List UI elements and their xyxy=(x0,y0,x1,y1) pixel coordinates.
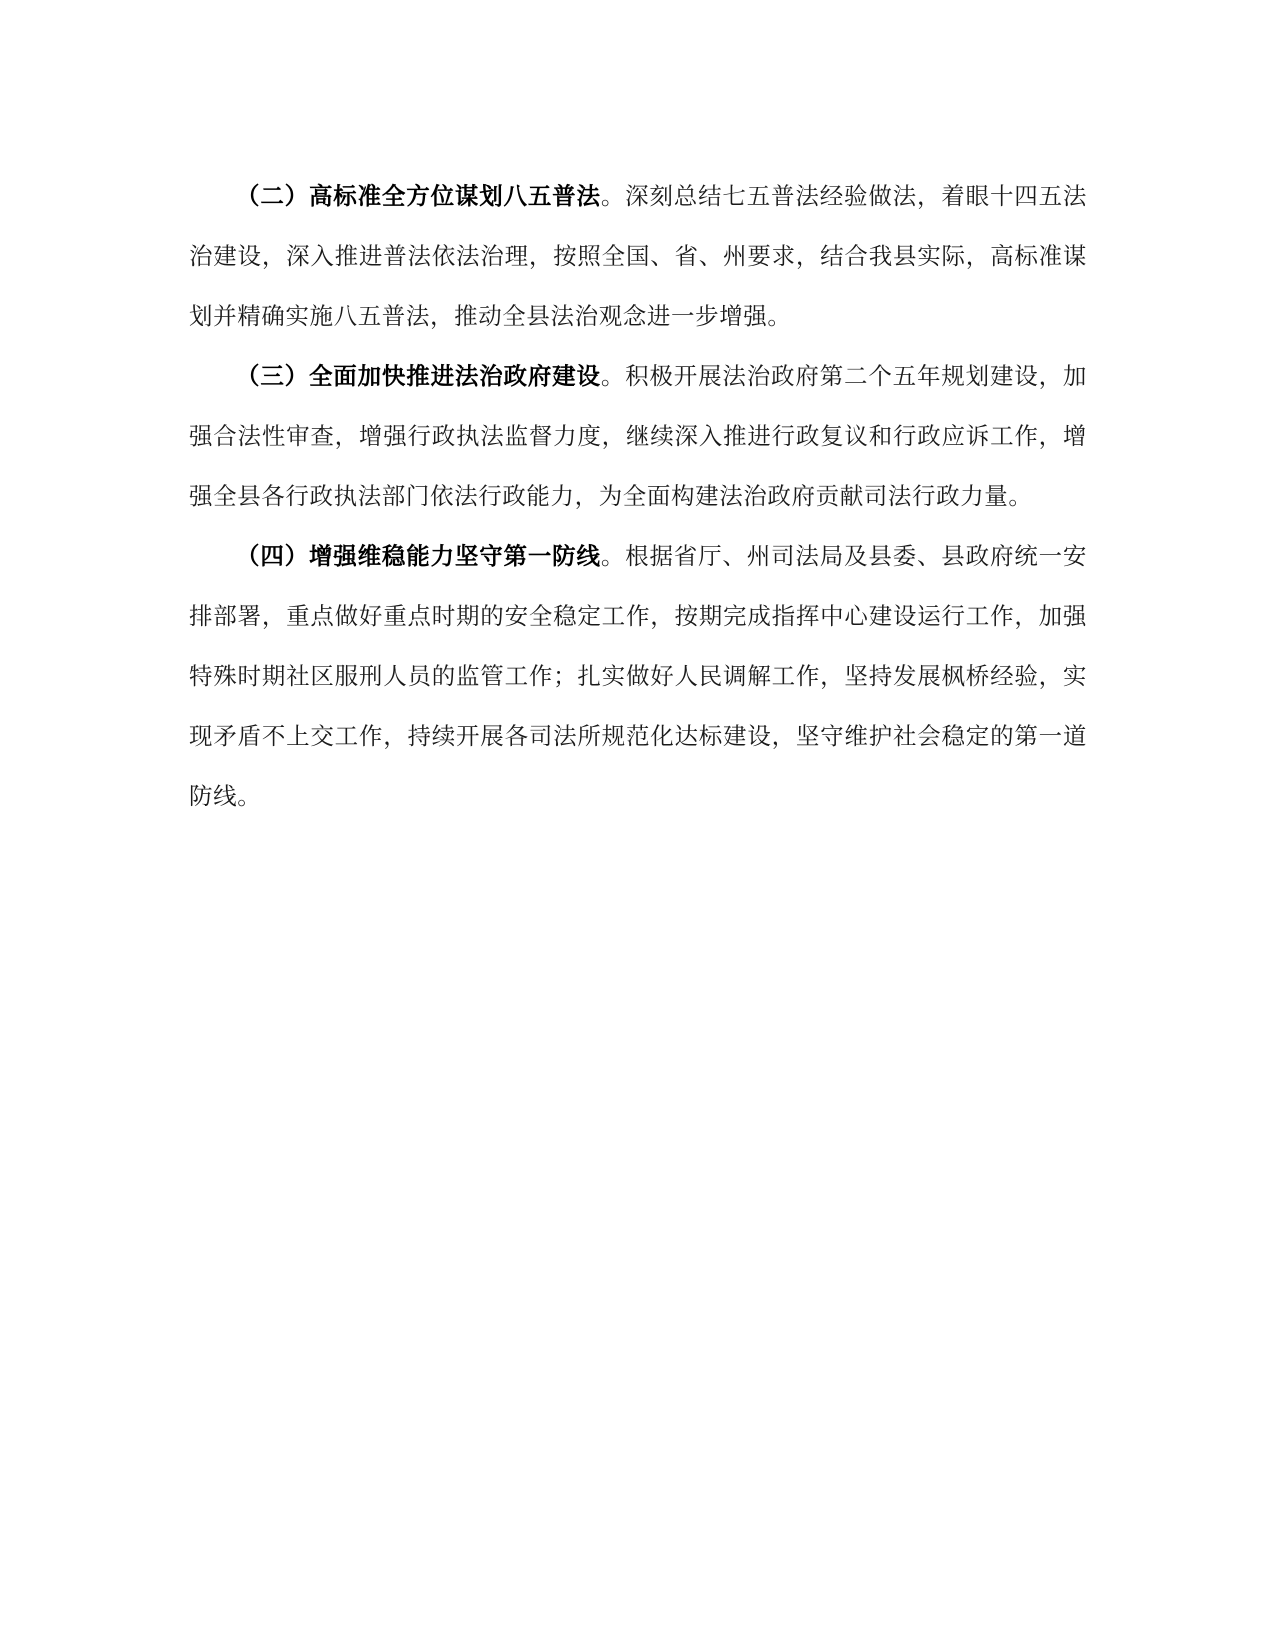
paragraph-4-text: 。根据省厅、州司法局及县委、县政府统一安排部署，重点做好重点时期的安全稳定工作，按期完成指挥中心建设运行工作，加强特殊时期社区服刑人员的监管工作；扎实做好人民调解工作，坚持发展枫桥经验，实现矛盾不上交工作，持续开展各司法所规范化达标建设，坚守维护社会稳定的第一道防线。 xyxy=(189,542,1088,810)
paragraph-3-text: 。积极开展法治政府第二个五年规划建设，加强合法性审查，增强行政执法监督力度，继续深入推进行政复议和行政应诉工作，增强全县各行政执法部门依法行政能力，为全面构建法治政府贡献司法行政力量。 xyxy=(189,362,1088,510)
document-body xyxy=(189,166,1087,826)
paragraph-2-text: 。深刻总结七五普法经验做法，着眼十四五法治建设，深入推进普法依法治理，按照全国、省、州要求，结合我县实际，高标准谋划并精确实施八五普法，推动全县法治观念进一步增强。 xyxy=(189,182,1088,330)
paragraph-4-heading: （四）增强维稳能力坚守第一防线 xyxy=(236,542,601,570)
paragraph-4 xyxy=(189,526,1087,826)
paragraph-2-heading: （二）高标准全方位谋划八五普法 xyxy=(236,182,601,210)
paragraph-2 xyxy=(189,166,1087,346)
paragraph-3 xyxy=(189,346,1087,526)
paragraph-3-heading: （三）全面加快推进法治政府建设 xyxy=(236,362,601,390)
